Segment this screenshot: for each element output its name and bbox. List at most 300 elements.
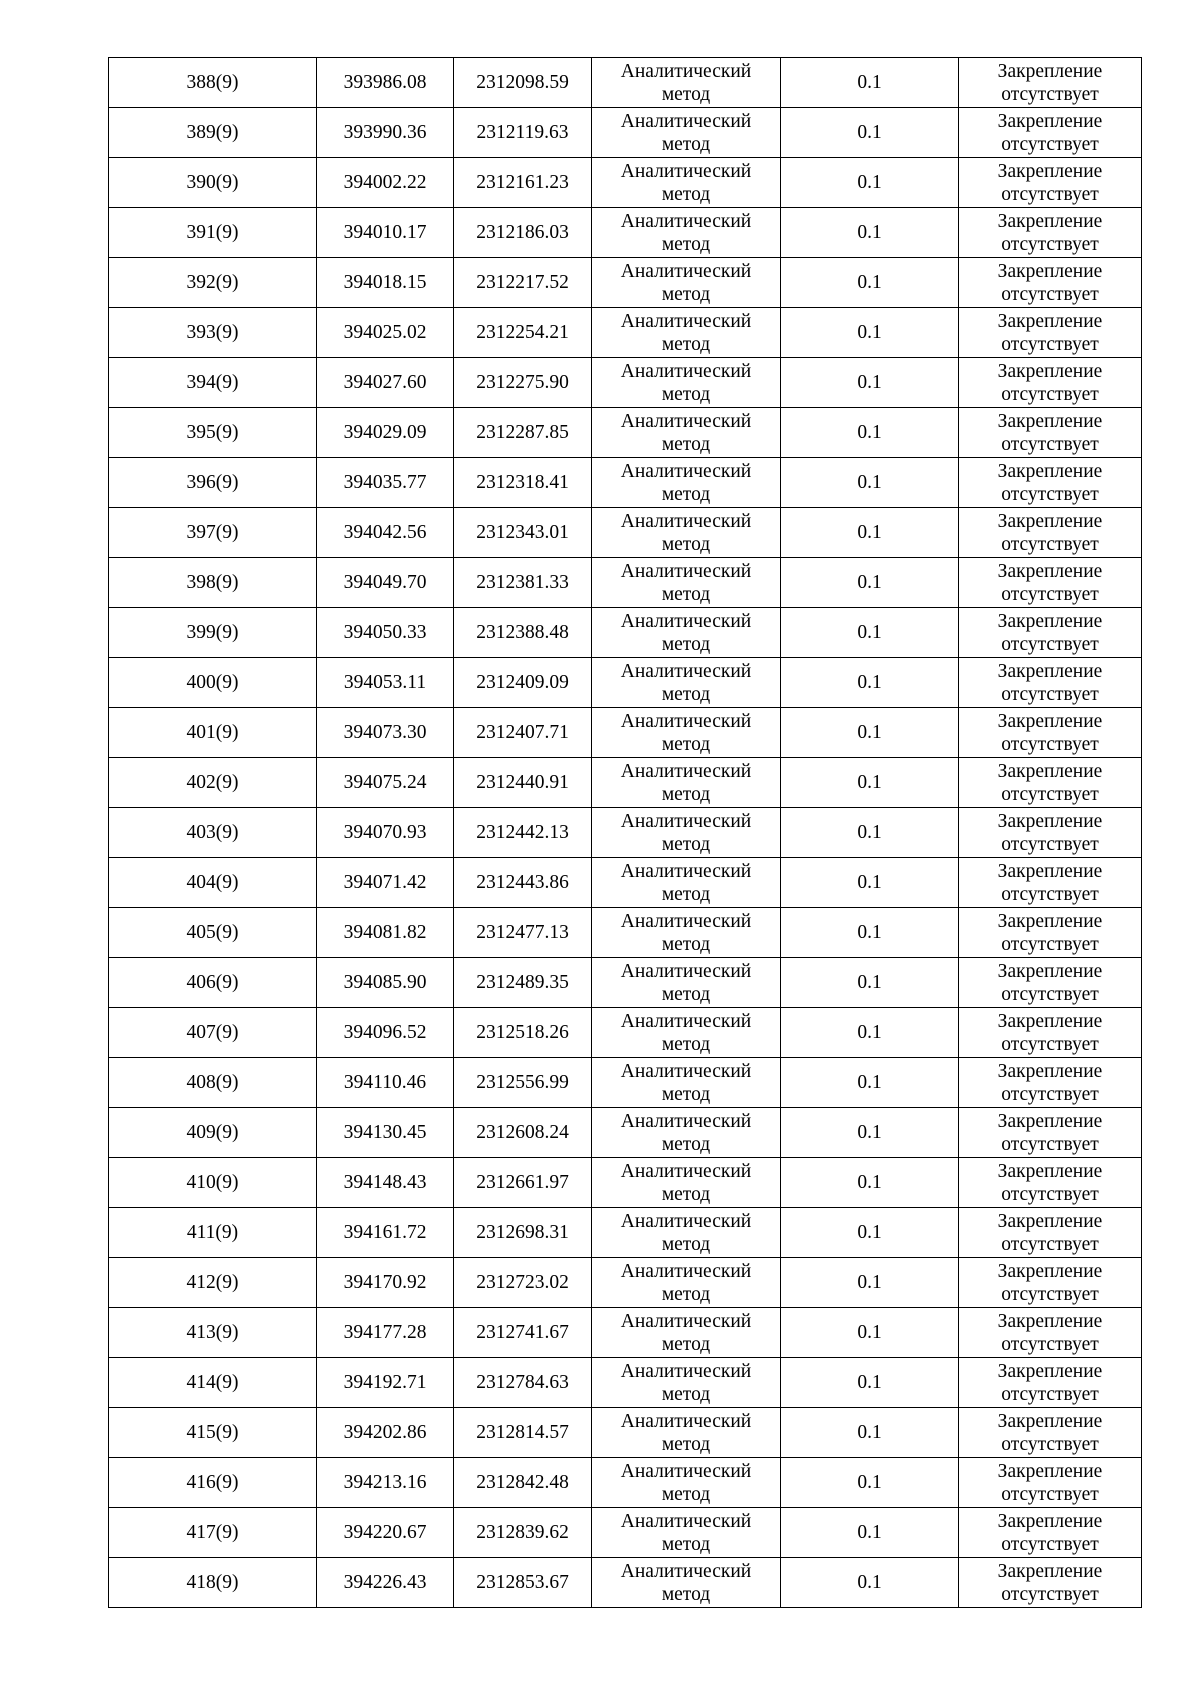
fixing-description-cell — [959, 1558, 1142, 1608]
x-coordinate-cell: 394070.93 — [317, 808, 454, 858]
error-cell: 0.1 — [781, 408, 959, 458]
method-cell — [592, 458, 781, 508]
point-number-cell: 417(9) — [109, 1508, 317, 1558]
y-coordinate-cell: 2312784.63 — [454, 1358, 592, 1408]
method-cell — [592, 558, 781, 608]
fixing-description-cell — [959, 1508, 1142, 1558]
table-row — [109, 58, 1142, 108]
fixing-description-cell — [959, 558, 1142, 608]
point-number-cell: 397(9) — [109, 508, 317, 558]
error-cell: 0.1 — [781, 708, 959, 758]
table-body — [109, 58, 1142, 1608]
method-cell — [592, 108, 781, 158]
point-number-cell: 413(9) — [109, 1308, 317, 1358]
fixing-description-cell — [959, 208, 1142, 258]
fixing-description-cell — [959, 458, 1142, 508]
y-coordinate-cell: 2312381.33 — [454, 558, 592, 608]
method-line-2: метод — [661, 1383, 711, 1405]
method-cell — [592, 1558, 781, 1608]
error-cell: 0.1 — [781, 808, 959, 858]
point-number-cell: 416(9) — [109, 1458, 317, 1508]
method-line-2: метод — [661, 1433, 711, 1455]
point-number-cell: 396(9) — [109, 458, 317, 508]
error-cell: 0.1 — [781, 608, 959, 658]
table-row — [109, 658, 1142, 708]
method-line-2: метод — [661, 233, 711, 255]
table-row — [109, 558, 1142, 608]
y-coordinate-cell: 2312489.35 — [454, 958, 592, 1008]
method-line-1: Аналитический — [620, 60, 752, 82]
method-line-2: метод — [661, 483, 711, 505]
fixing-description-cell — [959, 1008, 1142, 1058]
method-line-1: Аналитический — [620, 760, 752, 782]
method-line-2: метод — [661, 1183, 711, 1205]
y-coordinate-cell: 2312477.13 — [454, 908, 592, 958]
point-number-cell: 407(9) — [109, 1008, 317, 1058]
y-coordinate-cell: 2312518.26 — [454, 1008, 592, 1058]
method-line-2: метод — [661, 1533, 711, 1555]
x-coordinate-cell: 393986.08 — [317, 58, 454, 108]
method-line-2: метод — [661, 983, 711, 1005]
y-coordinate-cell: 2312440.91 — [454, 758, 592, 808]
fixing-description-line-1: Закрепление — [997, 160, 1103, 182]
fixing-description-line-1: Закрепление — [997, 1260, 1103, 1282]
fixing-description-cell — [959, 508, 1142, 558]
method-line-2: метод — [661, 683, 711, 705]
method-line-2: метод — [661, 783, 711, 805]
y-coordinate-cell: 2312343.01 — [454, 508, 592, 558]
x-coordinate-cell: 394049.70 — [317, 558, 454, 608]
fixing-description-line-2: отсутствует — [1001, 133, 1099, 155]
y-coordinate-cell: 2312388.48 — [454, 608, 592, 658]
fixing-description-line-2: отсутствует — [1001, 383, 1099, 405]
table-row — [109, 1108, 1142, 1158]
fixing-description-line-1: Закрепление — [997, 460, 1103, 482]
fixing-description-line-1: Закрепление — [997, 60, 1103, 82]
x-coordinate-cell: 394161.72 — [317, 1208, 454, 1258]
fixing-description-cell — [959, 58, 1142, 108]
fixing-description-cell — [959, 358, 1142, 408]
x-coordinate-cell: 394027.60 — [317, 358, 454, 408]
x-coordinate-cell: 394170.92 — [317, 1258, 454, 1308]
fixing-description-line-1: Закрепление — [997, 710, 1103, 732]
point-number-cell: 401(9) — [109, 708, 317, 758]
fixing-description-line-2: отсутствует — [1001, 1033, 1099, 1055]
method-line-2: метод — [661, 533, 711, 555]
error-cell: 0.1 — [781, 1008, 959, 1058]
error-cell: 0.1 — [781, 208, 959, 258]
method-line-2: метод — [661, 1033, 711, 1055]
fixing-description-line-2: отсутствует — [1001, 1533, 1099, 1555]
method-line-1: Аналитический — [620, 460, 752, 482]
y-coordinate-cell: 2312842.48 — [454, 1458, 592, 1508]
y-coordinate-cell: 2312407.71 — [454, 708, 592, 758]
method-line-1: Аналитический — [620, 960, 752, 982]
method-cell — [592, 808, 781, 858]
error-cell: 0.1 — [781, 458, 959, 508]
y-coordinate-cell: 2312119.63 — [454, 108, 592, 158]
table-row — [109, 1258, 1142, 1308]
x-coordinate-cell: 394075.24 — [317, 758, 454, 808]
table-row — [109, 858, 1142, 908]
fixing-description-line-2: отсутствует — [1001, 1083, 1099, 1105]
fixing-description-line-1: Закрепление — [997, 560, 1103, 582]
y-coordinate-cell: 2312098.59 — [454, 58, 592, 108]
method-line-2: метод — [661, 1483, 711, 1505]
method-line-1: Аналитический — [620, 410, 752, 432]
y-coordinate-cell: 2312254.21 — [454, 308, 592, 358]
method-line-1: Аналитический — [620, 210, 752, 232]
fixing-description-line-1: Закрепление — [997, 960, 1103, 982]
table-row — [109, 1158, 1142, 1208]
fixing-description-cell — [959, 1408, 1142, 1458]
x-coordinate-cell: 394110.46 — [317, 1058, 454, 1108]
table-row — [109, 208, 1142, 258]
y-coordinate-cell: 2312186.03 — [454, 208, 592, 258]
x-coordinate-cell: 393990.36 — [317, 108, 454, 158]
table-row — [109, 608, 1142, 658]
method-line-1: Аналитический — [620, 310, 752, 332]
x-coordinate-cell: 394053.11 — [317, 658, 454, 708]
method-line-2: метод — [661, 283, 711, 305]
method-cell — [592, 1458, 781, 1508]
fixing-description-line-1: Закрепление — [997, 1560, 1103, 1582]
x-coordinate-cell: 394081.82 — [317, 908, 454, 958]
method-line-2: метод — [661, 133, 711, 155]
method-line-2: метод — [661, 383, 711, 405]
fixing-description-line-2: отсутствует — [1001, 883, 1099, 905]
x-coordinate-cell: 394002.22 — [317, 158, 454, 208]
method-line-2: метод — [661, 1233, 711, 1255]
method-line-2: метод — [661, 1083, 711, 1105]
y-coordinate-cell: 2312723.02 — [454, 1258, 592, 1308]
fixing-description-line-1: Закрепление — [997, 860, 1103, 882]
x-coordinate-cell: 394071.42 — [317, 858, 454, 908]
method-cell — [592, 1108, 781, 1158]
method-cell — [592, 908, 781, 958]
fixing-description-line-1: Закрепление — [997, 310, 1103, 332]
x-coordinate-cell: 394177.28 — [317, 1308, 454, 1358]
fixing-description-line-1: Закрепление — [997, 910, 1103, 932]
point-number-cell: 391(9) — [109, 208, 317, 258]
table-row — [109, 1308, 1142, 1358]
method-line-1: Аналитический — [620, 810, 752, 832]
method-line-1: Аналитический — [620, 1110, 752, 1132]
table-row — [109, 708, 1142, 758]
fixing-description-cell — [959, 858, 1142, 908]
method-cell — [592, 1508, 781, 1558]
error-cell: 0.1 — [781, 1558, 959, 1608]
table-row — [109, 808, 1142, 858]
fixing-description-line-2: отсутствует — [1001, 283, 1099, 305]
point-number-cell: 410(9) — [109, 1158, 317, 1208]
fixing-description-line-2: отсутствует — [1001, 933, 1099, 955]
y-coordinate-cell: 2312275.90 — [454, 358, 592, 408]
x-coordinate-cell: 394050.33 — [317, 608, 454, 658]
fixing-description-line-1: Закрепление — [997, 1310, 1103, 1332]
method-line-1: Аналитический — [620, 1510, 752, 1532]
error-cell: 0.1 — [781, 758, 959, 808]
method-line-2: метод — [661, 333, 711, 355]
method-cell — [592, 1208, 781, 1258]
error-cell: 0.1 — [781, 908, 959, 958]
point-number-cell: 395(9) — [109, 408, 317, 458]
method-line-1: Аналитический — [620, 260, 752, 282]
error-cell: 0.1 — [781, 108, 959, 158]
method-line-1: Аналитический — [620, 610, 752, 632]
fixing-description-line-1: Закрепление — [997, 1010, 1103, 1032]
fixing-description-cell — [959, 408, 1142, 458]
fixing-description-line-1: Закрепление — [997, 660, 1103, 682]
x-coordinate-cell: 394220.67 — [317, 1508, 454, 1558]
fixing-description-cell — [959, 308, 1142, 358]
x-coordinate-cell: 394035.77 — [317, 458, 454, 508]
point-number-cell: 412(9) — [109, 1258, 317, 1308]
error-cell: 0.1 — [781, 1458, 959, 1508]
error-cell: 0.1 — [781, 158, 959, 208]
table-row — [109, 458, 1142, 508]
error-cell: 0.1 — [781, 1358, 959, 1408]
method-line-1: Аналитический — [620, 1360, 752, 1382]
method-line-2: метод — [661, 933, 711, 955]
fixing-description-line-2: отсутствует — [1001, 583, 1099, 605]
method-cell — [592, 58, 781, 108]
error-cell: 0.1 — [781, 258, 959, 308]
method-line-2: метод — [661, 1333, 711, 1355]
point-number-cell: 404(9) — [109, 858, 317, 908]
fixing-description-line-2: отсутствует — [1001, 1333, 1099, 1355]
error-cell: 0.1 — [781, 958, 959, 1008]
fixing-description-cell — [959, 808, 1142, 858]
y-coordinate-cell: 2312443.86 — [454, 858, 592, 908]
y-coordinate-cell: 2312814.57 — [454, 1408, 592, 1458]
fixing-description-line-1: Закрепление — [997, 510, 1103, 532]
fixing-description-cell — [959, 958, 1142, 1008]
fixing-description-line-2: отсутствует — [1001, 1233, 1099, 1255]
method-cell — [592, 408, 781, 458]
point-number-cell: 405(9) — [109, 908, 317, 958]
method-cell — [592, 1008, 781, 1058]
fixing-description-cell — [959, 708, 1142, 758]
x-coordinate-cell: 394042.56 — [317, 508, 454, 558]
table-row — [109, 408, 1142, 458]
point-number-cell: 411(9) — [109, 1208, 317, 1258]
method-line-1: Аналитический — [620, 1460, 752, 1482]
x-coordinate-cell: 394085.90 — [317, 958, 454, 1008]
fixing-description-line-1: Закрепление — [997, 610, 1103, 632]
y-coordinate-cell: 2312661.97 — [454, 1158, 592, 1208]
fixing-description-line-1: Закрепление — [997, 760, 1103, 782]
method-line-2: метод — [661, 1283, 711, 1305]
table-row — [109, 958, 1142, 1008]
method-line-2: метод — [661, 733, 711, 755]
fixing-description-line-2: отсутствует — [1001, 1583, 1099, 1605]
fixing-description-line-1: Закрепление — [997, 110, 1103, 132]
fixing-description-cell — [959, 1308, 1142, 1358]
error-cell: 0.1 — [781, 558, 959, 608]
fixing-description-line-2: отсутствует — [1001, 983, 1099, 1005]
method-line-1: Аналитический — [620, 660, 752, 682]
method-line-2: метод — [661, 183, 711, 205]
method-line-2: метод — [661, 1133, 711, 1155]
fixing-description-line-2: отсутствует — [1001, 483, 1099, 505]
x-coordinate-cell: 394073.30 — [317, 708, 454, 758]
method-cell — [592, 1158, 781, 1208]
method-line-1: Аналитический — [620, 510, 752, 532]
method-cell — [592, 1358, 781, 1408]
fixing-description-line-2: отсутствует — [1001, 633, 1099, 655]
fixing-description-line-1: Закрепление — [997, 360, 1103, 382]
error-cell: 0.1 — [781, 1158, 959, 1208]
method-line-1: Аналитический — [620, 360, 752, 382]
fixing-description-line-2: отсутствует — [1001, 783, 1099, 805]
fixing-description-cell — [959, 658, 1142, 708]
point-number-cell: 392(9) — [109, 258, 317, 308]
y-coordinate-cell: 2312608.24 — [454, 1108, 592, 1158]
point-number-cell: 393(9) — [109, 308, 317, 358]
fixing-description-cell — [959, 158, 1142, 208]
point-number-cell: 394(9) — [109, 358, 317, 408]
fixing-description-line-2: отсутствует — [1001, 733, 1099, 755]
fixing-description-line-1: Закрепление — [997, 1160, 1103, 1182]
table-row — [109, 258, 1142, 308]
fixing-description-line-1: Закрепление — [997, 1210, 1103, 1232]
error-cell: 0.1 — [781, 1258, 959, 1308]
fixing-description-line-2: отсутствует — [1001, 433, 1099, 455]
y-coordinate-cell: 2312318.41 — [454, 458, 592, 508]
method-line-1: Аналитический — [620, 1310, 752, 1332]
x-coordinate-cell: 394213.16 — [317, 1458, 454, 1508]
fixing-description-cell — [959, 758, 1142, 808]
x-coordinate-cell: 394025.02 — [317, 308, 454, 358]
method-line-1: Аналитический — [620, 560, 752, 582]
x-coordinate-cell: 394130.45 — [317, 1108, 454, 1158]
error-cell: 0.1 — [781, 1108, 959, 1158]
fixing-description-line-2: отсутствует — [1001, 233, 1099, 255]
method-line-1: Аналитический — [620, 1060, 752, 1082]
point-number-cell: 415(9) — [109, 1408, 317, 1458]
fixing-description-line-1: Закрепление — [997, 1510, 1103, 1532]
point-number-cell: 398(9) — [109, 558, 317, 608]
method-line-2: метод — [661, 1583, 711, 1605]
x-coordinate-cell: 394202.86 — [317, 1408, 454, 1458]
table-row — [109, 1508, 1142, 1558]
method-cell — [592, 958, 781, 1008]
table-row — [109, 1408, 1142, 1458]
error-cell: 0.1 — [781, 308, 959, 358]
x-coordinate-cell: 394096.52 — [317, 1008, 454, 1058]
point-number-cell: 414(9) — [109, 1358, 317, 1408]
y-coordinate-cell: 2312698.31 — [454, 1208, 592, 1258]
y-coordinate-cell: 2312409.09 — [454, 658, 592, 708]
method-cell — [592, 358, 781, 408]
fixing-description-cell — [959, 1158, 1142, 1208]
point-number-cell: 408(9) — [109, 1058, 317, 1108]
fixing-description-cell — [959, 1258, 1142, 1308]
point-number-cell: 390(9) — [109, 158, 317, 208]
fixing-description-line-1: Закрепление — [997, 1410, 1103, 1432]
fixing-description-cell — [959, 108, 1142, 158]
method-line-2: метод — [661, 83, 711, 105]
method-line-2: метод — [661, 883, 711, 905]
fixing-description-line-1: Закрепление — [997, 1360, 1103, 1382]
point-number-cell: 409(9) — [109, 1108, 317, 1158]
error-cell: 0.1 — [781, 508, 959, 558]
method-line-1: Аналитический — [620, 1210, 752, 1232]
fixing-description-line-2: отсутствует — [1001, 683, 1099, 705]
method-cell — [592, 658, 781, 708]
fixing-description-line-2: отсутствует — [1001, 1133, 1099, 1155]
method-line-1: Аналитический — [620, 1560, 752, 1582]
method-line-1: Аналитический — [620, 110, 752, 132]
table-row — [109, 508, 1142, 558]
error-cell: 0.1 — [781, 1508, 959, 1558]
table-row — [109, 1208, 1142, 1258]
point-number-cell: 402(9) — [109, 758, 317, 808]
method-cell — [592, 758, 781, 808]
y-coordinate-cell: 2312161.23 — [454, 158, 592, 208]
table-row — [109, 1458, 1142, 1508]
fixing-description-line-2: отсутствует — [1001, 1183, 1099, 1205]
fixing-description-line-2: отсутствует — [1001, 533, 1099, 555]
error-cell: 0.1 — [781, 1058, 959, 1108]
coordinates-table — [108, 57, 1142, 1608]
error-cell: 0.1 — [781, 658, 959, 708]
y-coordinate-cell: 2312839.62 — [454, 1508, 592, 1558]
method-cell — [592, 308, 781, 358]
fixing-description-cell — [959, 1058, 1142, 1108]
x-coordinate-cell: 394029.09 — [317, 408, 454, 458]
error-cell: 0.1 — [781, 1308, 959, 1358]
point-number-cell: 418(9) — [109, 1558, 317, 1608]
error-cell: 0.1 — [781, 858, 959, 908]
y-coordinate-cell: 2312556.99 — [454, 1058, 592, 1108]
y-coordinate-cell: 2312217.52 — [454, 258, 592, 308]
error-cell: 0.1 — [781, 58, 959, 108]
method-cell — [592, 508, 781, 558]
point-number-cell: 403(9) — [109, 808, 317, 858]
fixing-description-line-1: Закрепление — [997, 410, 1103, 432]
fixing-description-line-2: отсутствует — [1001, 1383, 1099, 1405]
method-line-2: метод — [661, 633, 711, 655]
fixing-description-cell — [959, 1108, 1142, 1158]
fixing-description-line-2: отсутствует — [1001, 1483, 1099, 1505]
method-line-2: метод — [661, 833, 711, 855]
fixing-description-line-2: отсутствует — [1001, 1433, 1099, 1455]
fixing-description-line-2: отсутствует — [1001, 1283, 1099, 1305]
error-cell: 0.1 — [781, 358, 959, 408]
method-line-1: Аналитический — [620, 1160, 752, 1182]
method-cell — [592, 258, 781, 308]
fixing-description-line-2: отсутствует — [1001, 833, 1099, 855]
point-number-cell: 406(9) — [109, 958, 317, 1008]
method-cell — [592, 208, 781, 258]
method-line-1: Аналитический — [620, 860, 752, 882]
error-cell: 0.1 — [781, 1408, 959, 1458]
y-coordinate-cell: 2312442.13 — [454, 808, 592, 858]
method-line-1: Аналитический — [620, 1010, 752, 1032]
x-coordinate-cell: 394010.17 — [317, 208, 454, 258]
fixing-description-line-1: Закрепление — [997, 260, 1103, 282]
method-cell — [592, 858, 781, 908]
table-row — [109, 1358, 1142, 1408]
fixing-description-line-1: Закрепление — [997, 1060, 1103, 1082]
table-row — [109, 1008, 1142, 1058]
x-coordinate-cell: 394192.71 — [317, 1358, 454, 1408]
table-row — [109, 1558, 1142, 1608]
method-line-1: Аналитический — [620, 710, 752, 732]
fixing-description-cell — [959, 1358, 1142, 1408]
